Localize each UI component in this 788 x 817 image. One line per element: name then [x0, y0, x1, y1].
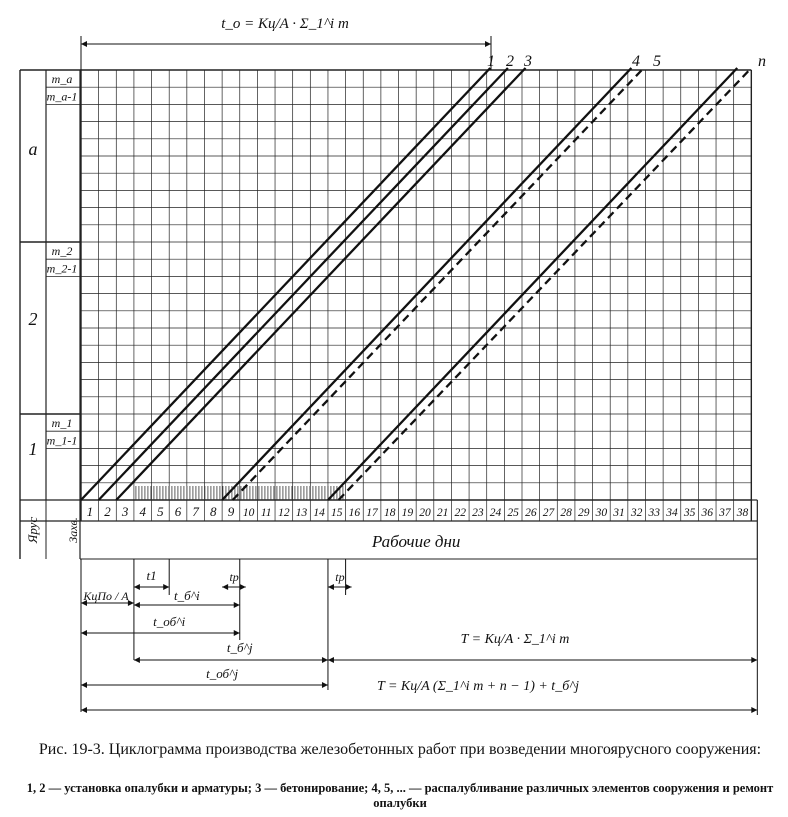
- day-label: 23: [472, 507, 484, 519]
- line-label-1: 1: [487, 53, 495, 70]
- grip-label-top: m_1: [51, 416, 73, 431]
- day-label: 5: [157, 504, 164, 519]
- arrow-head: [128, 600, 134, 606]
- grip-label-top: m_2: [51, 244, 73, 259]
- day-label: 27: [542, 507, 555, 519]
- grip-label-top: m_a: [51, 72, 73, 87]
- col-header-label: Захв.: [66, 517, 80, 543]
- line-label-5: 5: [653, 53, 661, 70]
- figure-caption-legend: 1, 2 — установка опалубки и арматуры; 3 — бетонирование; 4, 5, ... — распалубливание различных элементов сооружения и ремонт опалубки: [26, 781, 774, 810]
- day-label: 12: [278, 507, 290, 519]
- line-5: [233, 68, 644, 500]
- day-label: 18: [383, 507, 396, 519]
- label-ko-a: КцПо / A: [83, 589, 129, 603]
- arrow-head: [134, 657, 140, 663]
- day-label: 1: [86, 504, 94, 519]
- tier-label: a: [28, 139, 38, 159]
- day-label: 17: [366, 507, 378, 519]
- arrow-head: [222, 584, 228, 590]
- label-T2: T = Кц/A (Σ_1^i m + n − 1) + t_б^j: [376, 679, 580, 694]
- day-label: 7: [192, 504, 199, 519]
- day-label: 6: [174, 504, 182, 519]
- figure-labels: [25, 16, 766, 694]
- day-label: 33: [648, 507, 661, 519]
- day-label: 4: [139, 504, 146, 519]
- day-label: 37: [719, 507, 731, 519]
- day-label: 21: [436, 507, 449, 519]
- arrow-head: [346, 584, 352, 590]
- row-header-label: Ярус: [25, 516, 40, 544]
- day-label: 15: [331, 507, 343, 519]
- arrow-head: [134, 602, 140, 608]
- arrow-head: [81, 682, 87, 688]
- line-label-3: 3: [524, 53, 532, 70]
- arrow-head: [81, 630, 87, 636]
- day-label: 9: [227, 504, 235, 519]
- day-label: 13: [295, 507, 308, 519]
- day-label: 19: [401, 507, 414, 519]
- day-label: 22: [454, 507, 467, 519]
- label-t1: t1: [146, 568, 157, 583]
- arrow-head: [751, 707, 757, 713]
- day-label: 34: [666, 507, 678, 519]
- tier-label: 1: [28, 439, 38, 459]
- line-1: [81, 68, 490, 500]
- line-n-dashed: [339, 68, 752, 500]
- line-2: [99, 68, 508, 500]
- label-T1: T = Кц/A · Σ_1^i m: [460, 632, 570, 647]
- line-4: [222, 68, 631, 500]
- grip-label-bottom: m_1-1: [46, 433, 78, 448]
- day-label: 30: [595, 507, 608, 519]
- arrow-head: [240, 584, 246, 590]
- arrow-head: [485, 41, 491, 47]
- day-label: 11: [260, 507, 272, 519]
- day-label: 38: [736, 507, 749, 519]
- day-label: 32: [630, 507, 643, 519]
- line-label-4: 4: [632, 53, 640, 70]
- top-formula: t_o = Кц/A · Σ_1^i m: [221, 16, 349, 32]
- grip-label-bottom: m_a-1: [46, 89, 78, 104]
- arrow-head: [328, 657, 334, 663]
- arrow-head: [751, 657, 757, 663]
- line-n: [328, 68, 737, 500]
- day-label: 2: [104, 504, 111, 519]
- arrow-head: [234, 630, 240, 636]
- day-label: 36: [701, 507, 713, 519]
- day-label: 20: [419, 507, 431, 519]
- arrow-head: [322, 682, 328, 688]
- day-label: 8: [210, 504, 217, 519]
- line-label-n: n: [758, 53, 766, 70]
- label-tob-j: t_об^j: [206, 666, 239, 681]
- day-label: 28: [560, 507, 572, 519]
- figure-caption-title: Рис. 19-3. Циклограмма производства железобетонных работ при возведении многоярусного сооружения:: [38, 741, 762, 758]
- arrow-head: [234, 602, 240, 608]
- arrow-head: [328, 584, 334, 590]
- day-label: 10: [242, 507, 255, 519]
- day-label: 25: [507, 507, 519, 519]
- label-tb-j: t_б^j: [226, 640, 253, 655]
- arrow-head: [81, 707, 87, 713]
- grip-label-bottom: m_2-1: [46, 261, 78, 276]
- day-label: 31: [613, 507, 625, 519]
- label-tp-1: tp: [229, 570, 239, 584]
- label-tob-i: t_об^i: [153, 614, 186, 629]
- x-axis-label: Рабочие дни: [371, 532, 461, 551]
- arrow-head: [134, 584, 140, 590]
- day-label: 29: [577, 507, 590, 519]
- arrow-head: [163, 584, 169, 590]
- day-label: 3: [121, 504, 129, 519]
- day-label: 24: [489, 507, 502, 519]
- label-tb-i: t_б^i: [173, 588, 200, 603]
- line-3: [116, 68, 525, 500]
- day-label: 35: [683, 507, 696, 519]
- arrow-head: [81, 41, 87, 47]
- arrow-head: [322, 657, 328, 663]
- day-label: 14: [313, 507, 325, 519]
- day-label: 26: [525, 507, 537, 519]
- line-label-2: 2: [506, 53, 514, 70]
- tier-label: 2: [28, 309, 38, 329]
- day-label: 16: [348, 507, 361, 519]
- label-tp-2: tp: [335, 570, 345, 584]
